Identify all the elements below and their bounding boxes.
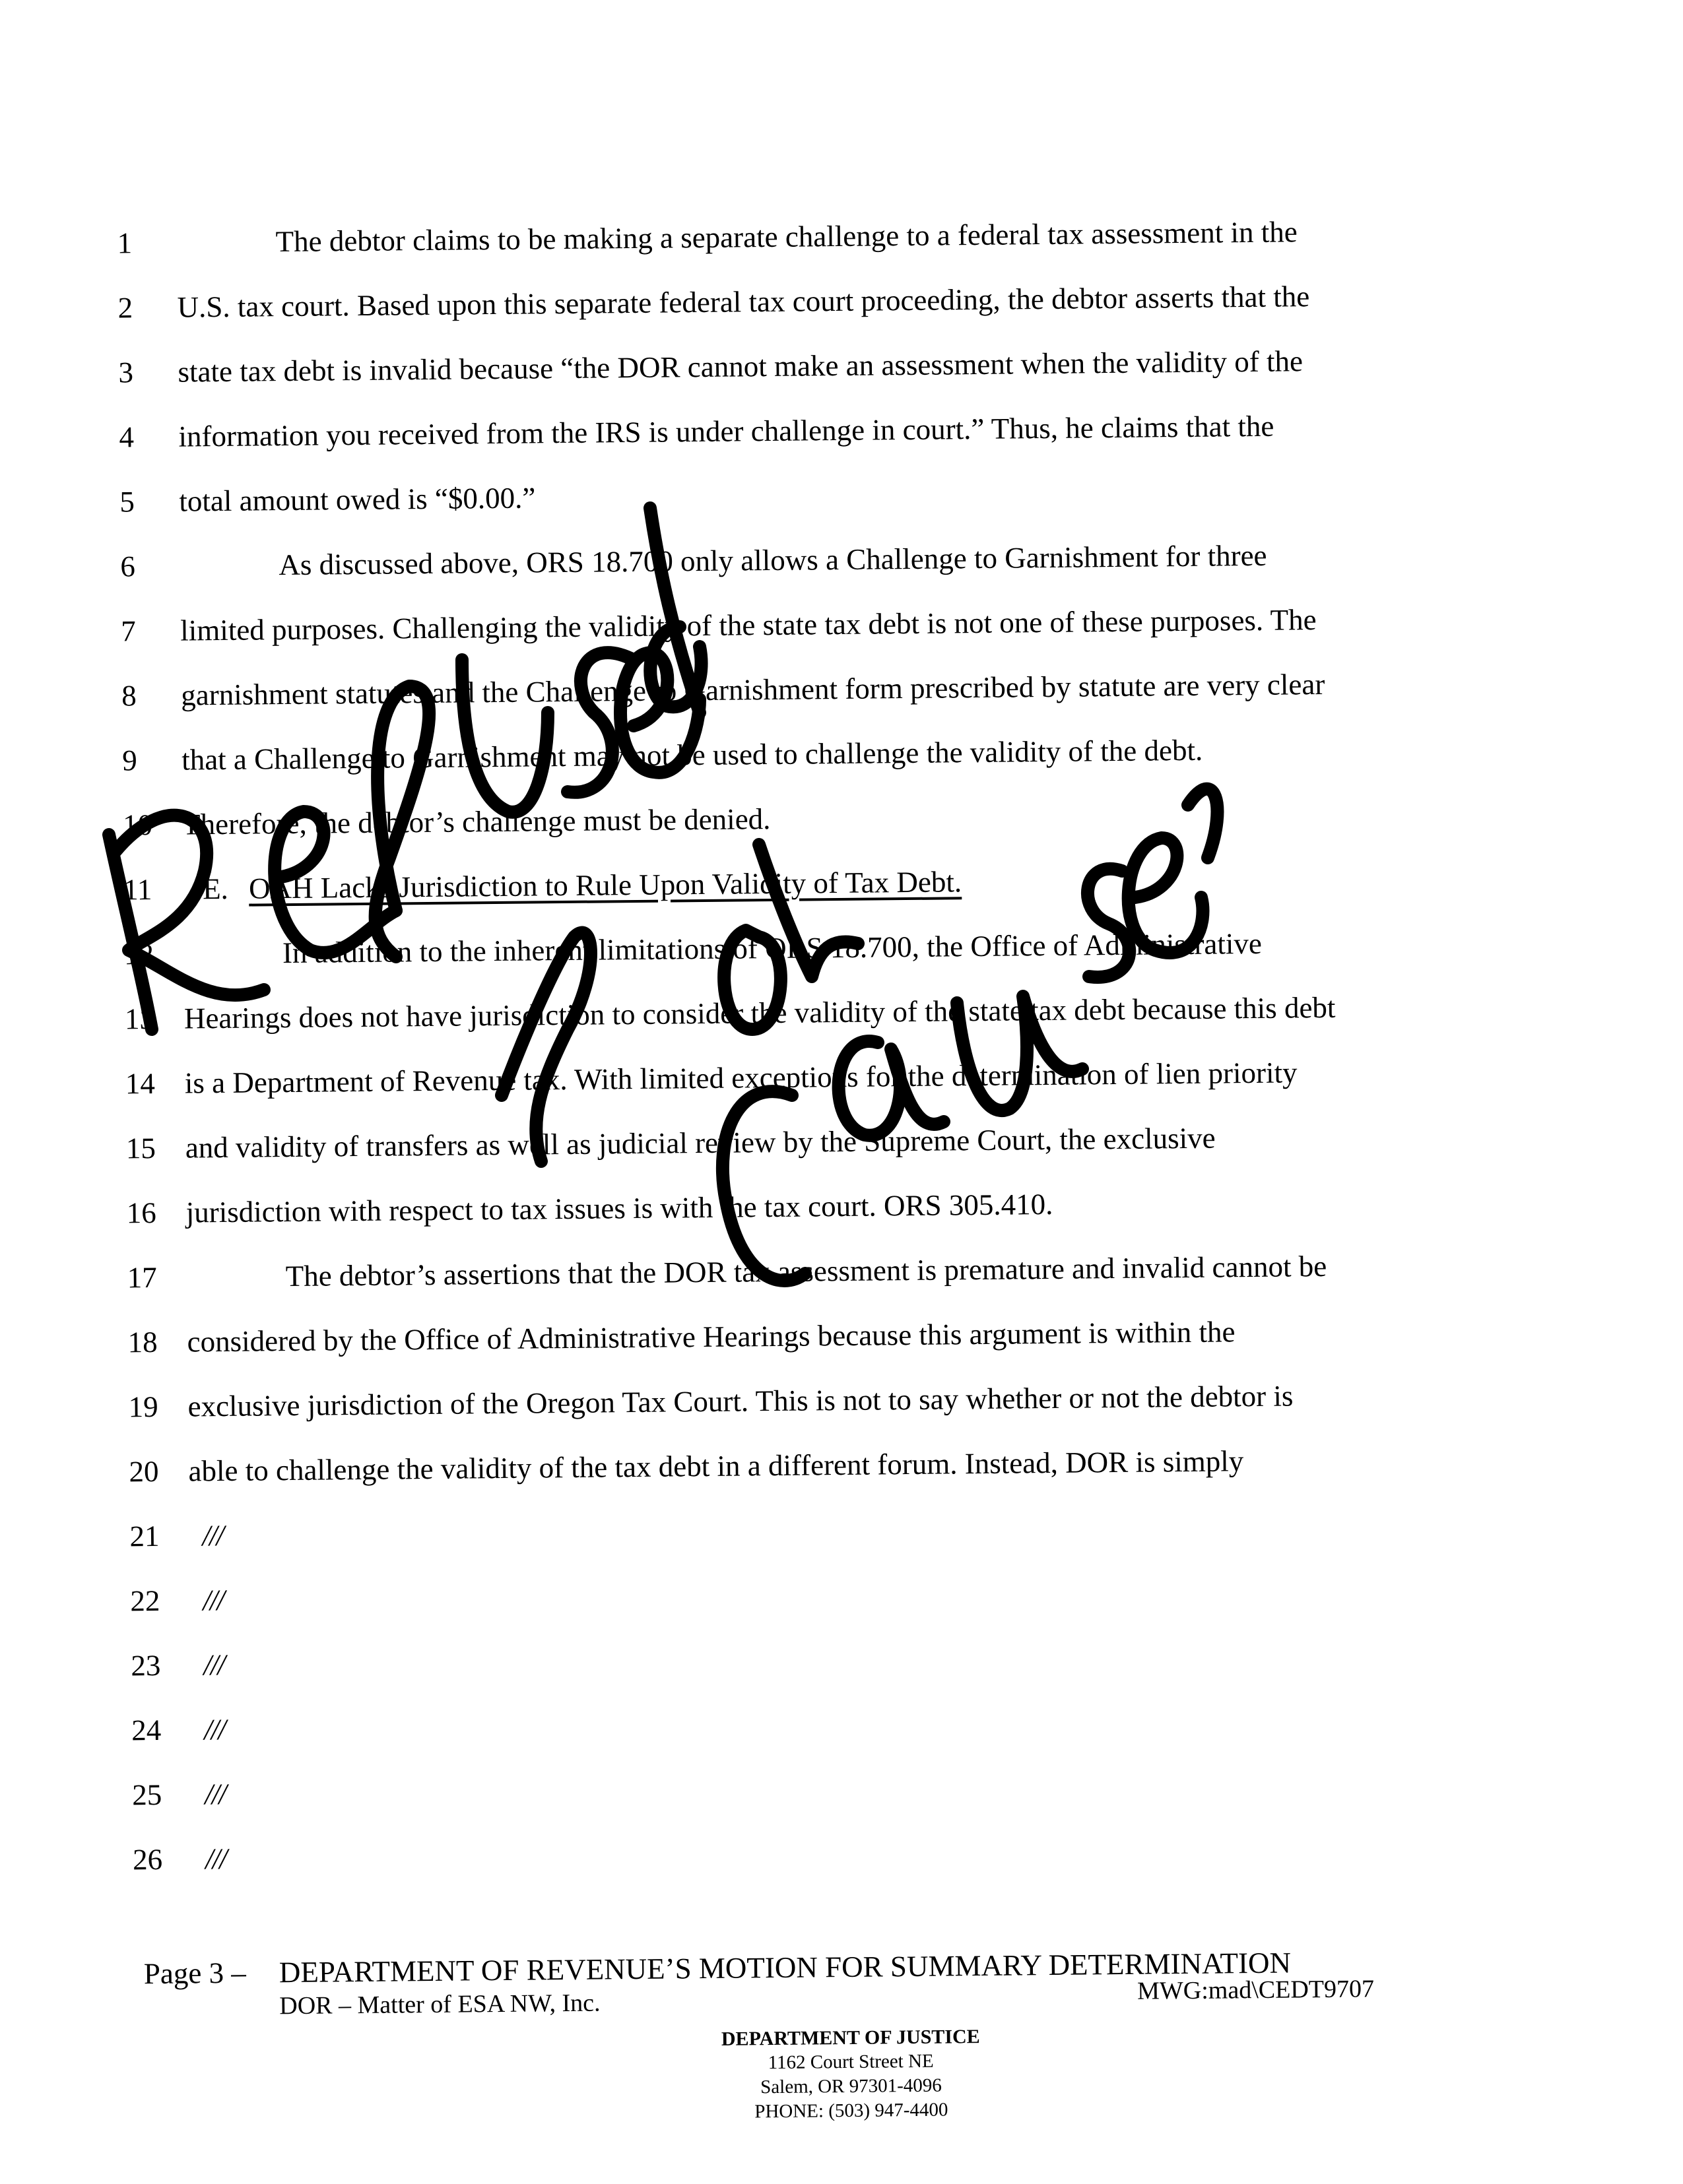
- line-number: 10: [122, 808, 153, 842]
- line-number: 26: [132, 1842, 163, 1877]
- line-text: As discussed above, ORS 18.700 only allows a Challenge to Garnishment for three: [279, 538, 1267, 582]
- heading-letter: E.: [202, 872, 229, 906]
- line-number: 19: [128, 1390, 158, 1424]
- continuation-slashes: ///: [205, 1842, 226, 1876]
- pleading-line: [0, 526, 1579, 594]
- line-text: limited purposes. Challenging the validity of the state tax debt is not one of these purposes. The: [180, 603, 1317, 647]
- footer-file-ref: MWG:mad\CEDT9707: [1137, 1975, 1375, 2005]
- line-number: 18: [127, 1325, 158, 1359]
- pleading-line: [0, 720, 1581, 788]
- pleading-line: [7, 1819, 1592, 1887]
- continuation-slashes: ///: [203, 1584, 224, 1617]
- line-number: 9: [121, 744, 137, 777]
- line-number: 11: [123, 873, 152, 907]
- pleading-line: [6, 1690, 1591, 1758]
- pleading-line: [0, 1043, 1584, 1111]
- pleading-line: [4, 1496, 1589, 1564]
- pleading-line: [0, 267, 1577, 335]
- line-text: Therefore, the debtor’s challenge must be denied.: [182, 802, 771, 841]
- continuation-slashes: ///: [204, 1713, 226, 1747]
- office-phone: PHONE: (503) 947-4400: [754, 2099, 948, 2123]
- pleading-line: [1, 1172, 1585, 1240]
- continuation-slashes: ///: [202, 1519, 224, 1553]
- line-number: 6: [120, 550, 136, 583]
- footer-title: DEPARTMENT OF REVENUE’S MOTION FOR SUMMARY DETERMINATION: [279, 1946, 1292, 1989]
- office-city: Salem, OR 97301-4096: [760, 2074, 942, 2098]
- pleading-line: [2, 1302, 1587, 1370]
- pleading-line: [0, 655, 1581, 723]
- line-text: total amount owed is “$0.00.”: [179, 481, 536, 518]
- line-text: considered by the Office of Administrative Hearings because this argument is within the: [187, 1315, 1236, 1359]
- line-text: U.S. tax court. Based upon this separate federal tax court proceeding, the debtor asserts that the: [177, 280, 1310, 324]
- line-text: In addition to the inherent limitations of ORS 18.700, the Office of Administrative: [282, 926, 1263, 970]
- line-text: Hearings does not have jurisdiction to consider the validity of the state tax debt because this debt: [183, 990, 1336, 1035]
- pleading-line: [5, 1625, 1590, 1693]
- heading-text: OAH Lacks Jurisdiction to Rule Upon Validity of Tax Debt.: [248, 865, 962, 905]
- line-number: 8: [121, 679, 137, 713]
- line-text: exclusive jurisdiction of the Oregon Tax Court. This is not to say whether or not the debtor is: [187, 1379, 1294, 1423]
- pleading-line: [0, 785, 1581, 852]
- pleading-line: [0, 332, 1577, 400]
- line-number: 3: [118, 356, 134, 389]
- line-text: jurisdiction with respect to tax issues is with the tax court. ORS 305.410.: [185, 1187, 1053, 1229]
- line-number: 13: [124, 1002, 155, 1036]
- line-text: able to challenge the validity of the tax debt in a different forum. Instead, DOR is simply: [188, 1444, 1244, 1488]
- office-name: DEPARTMENT OF JUSTICE: [721, 2026, 980, 2050]
- line-text: garnishment statutes and the Challenge to Garnishment form prescribed by statute are very clear: [180, 667, 1325, 712]
- line-number: 22: [130, 1584, 160, 1618]
- line-number: 1: [117, 226, 133, 260]
- line-number: 12: [123, 937, 154, 971]
- office-street: 1162 Court Street NE: [768, 2050, 934, 2074]
- line-text: that a Challenge to Garnishment may not be used to challenge the validity of the debt.: [181, 733, 1203, 777]
- continuation-slashes: ///: [204, 1778, 226, 1811]
- footer-page-label: Page 3 –: [143, 1956, 247, 1991]
- line-number: 16: [126, 1196, 156, 1230]
- office-address-block: [9, 2018, 1683, 2131]
- pleading-line: [1, 1237, 1586, 1305]
- line-text: and validity of transfers as well as judicial review by the Supreme Court, the exclusive: [185, 1121, 1216, 1165]
- pleading-line: [0, 1108, 1585, 1176]
- pleading-line: [0, 397, 1578, 465]
- line-number: 23: [131, 1648, 161, 1683]
- line-text: state tax debt is invalid because “the DOR cannot make an assessment when the validity of the: [178, 344, 1304, 389]
- pleading-line: [0, 461, 1579, 529]
- pleading-line: [0, 591, 1580, 658]
- section-heading: [0, 849, 1582, 917]
- footer-matter: DOR – Matter of ESA NW, Inc.: [279, 1989, 601, 2020]
- line-number: 25: [131, 1778, 162, 1812]
- pleading-line: [7, 1754, 1591, 1822]
- line-number: 24: [131, 1713, 162, 1747]
- line-text: The debtor’s assertions that the DOR tax assessment is premature and invalid cannot be: [285, 1249, 1327, 1293]
- line-number: 14: [125, 1066, 156, 1101]
- line-number: 21: [129, 1519, 160, 1553]
- pleading-line: [0, 203, 1576, 271]
- continuation-slashes: ///: [203, 1648, 225, 1682]
- line-number: 4: [119, 420, 135, 454]
- pleading-line: [3, 1431, 1588, 1499]
- pleading-line: [0, 979, 1583, 1046]
- line-number: 20: [129, 1454, 159, 1489]
- line-number: 7: [121, 614, 137, 648]
- pleading-line: [5, 1560, 1589, 1628]
- line-text: The debtor claims to be making a separate challenge to a federal tax assessment in the: [275, 215, 1298, 259]
- pleading-line: [0, 914, 1583, 982]
- line-text: is a Department of Revenue tax. With limited exceptions for the determination of lien priority: [184, 1056, 1298, 1100]
- line-number: 5: [119, 485, 135, 519]
- pleading-line: [3, 1366, 1587, 1434]
- line-text: information you received from the IRS is under challenge in court.” Thus, he claims that the: [178, 409, 1274, 453]
- line-number: 15: [125, 1131, 156, 1165]
- line-number: 17: [127, 1260, 157, 1295]
- line-number: 2: [117, 291, 133, 325]
